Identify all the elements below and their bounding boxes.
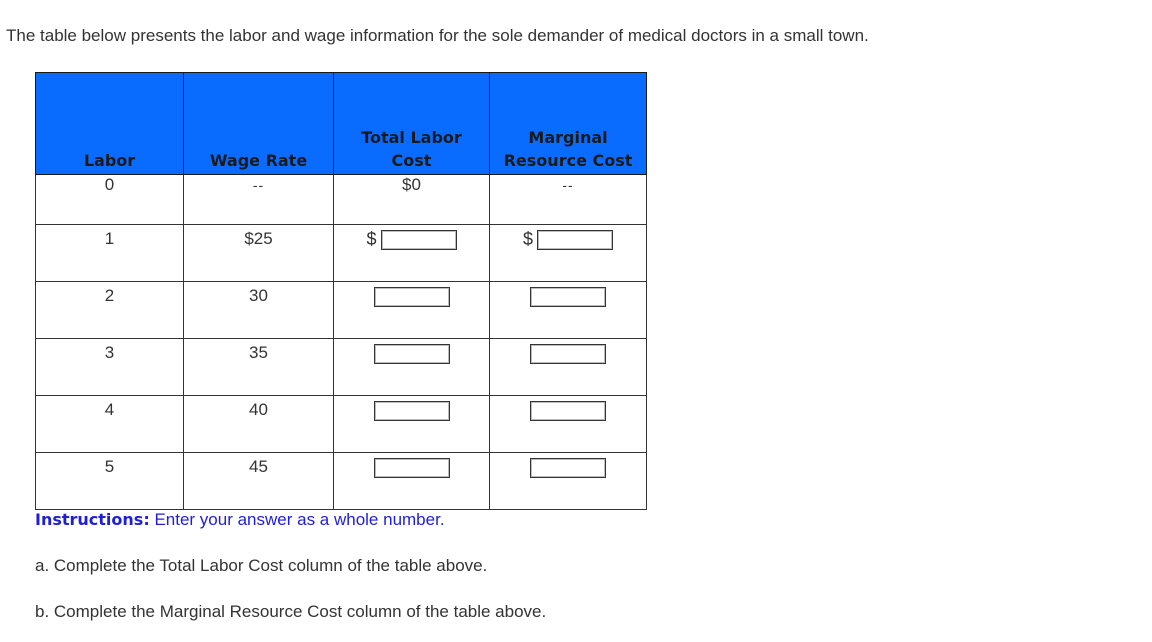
table-row xyxy=(36,453,647,510)
mrc-input-5[interactable] xyxy=(530,458,606,478)
wage-value: -- xyxy=(252,177,265,193)
wage-cell xyxy=(184,175,334,225)
mrc-cell xyxy=(490,339,647,396)
table-row xyxy=(36,175,647,225)
mrc-input-2[interactable] xyxy=(530,287,606,307)
mrc-cell xyxy=(490,282,647,339)
mrc-cell xyxy=(490,225,647,282)
total-labor-cost-input-4[interactable] xyxy=(374,401,450,421)
table-row xyxy=(36,396,647,453)
table-row xyxy=(36,225,647,282)
labor-cell: 3 xyxy=(36,339,184,396)
table-row xyxy=(36,282,647,339)
dollar-sign: $ xyxy=(522,229,533,249)
mrc-input-1[interactable] xyxy=(537,230,613,250)
total-labor-cost-cell xyxy=(334,282,490,339)
total-labor-cost-cell xyxy=(334,225,490,282)
total-labor-cost-cell xyxy=(334,396,490,453)
intro-text: The table below presents the labor and wage information for the sole demander of medical doctors in a small town. xyxy=(6,26,869,45)
table-header-row xyxy=(36,73,647,175)
mrc-cell xyxy=(490,175,647,225)
total-labor-cost-input-2[interactable] xyxy=(374,287,450,307)
wage-cell: 45 xyxy=(184,453,334,510)
header-total-labor-cost: Total Labor Cost xyxy=(334,73,490,175)
labor-cell: 1 xyxy=(36,225,184,282)
instructions-label: Instructions: xyxy=(35,510,150,529)
mrc-input-3[interactable] xyxy=(530,344,606,364)
question-b: b. Complete the Marginal Resource Cost column of the table above. xyxy=(35,602,547,621)
labor-cell: 0 xyxy=(36,175,184,225)
labor-wage-table xyxy=(35,72,647,510)
dollar-sign: $ xyxy=(366,229,377,249)
total-labor-cost-input-1[interactable] xyxy=(381,230,457,250)
total-labor-cost-cell xyxy=(334,453,490,510)
wage-cell: 40 xyxy=(184,396,334,453)
labor-cell: 4 xyxy=(36,396,184,453)
labor-cell: 2 xyxy=(36,282,184,339)
table-row xyxy=(36,339,647,396)
mrc-cell xyxy=(490,453,647,510)
instructions-text: Enter your answer as a whole number. xyxy=(149,510,445,529)
wage-cell: 30 xyxy=(184,282,334,339)
header-wage-rate: Wage Rate xyxy=(184,73,334,175)
total-labor-cost-input-5[interactable] xyxy=(374,458,450,478)
total-labor-cost-input-3[interactable] xyxy=(374,344,450,364)
question-a: a. Complete the Total Labor Cost column of the table above. xyxy=(35,556,488,575)
wage-cell: $25 xyxy=(184,225,334,282)
total-labor-cost-cell: $0 xyxy=(334,175,490,225)
instructions xyxy=(35,510,445,530)
wage-cell: 35 xyxy=(184,339,334,396)
mrc-value: -- xyxy=(562,177,574,193)
labor-cell: 5 xyxy=(36,453,184,510)
mrc-input-4[interactable] xyxy=(530,401,606,421)
total-labor-cost-cell xyxy=(334,339,490,396)
header-labor: Labor xyxy=(36,73,184,175)
header-marginal-resource-cost: Marginal Resource Cost xyxy=(490,73,647,175)
mrc-cell xyxy=(490,396,647,453)
